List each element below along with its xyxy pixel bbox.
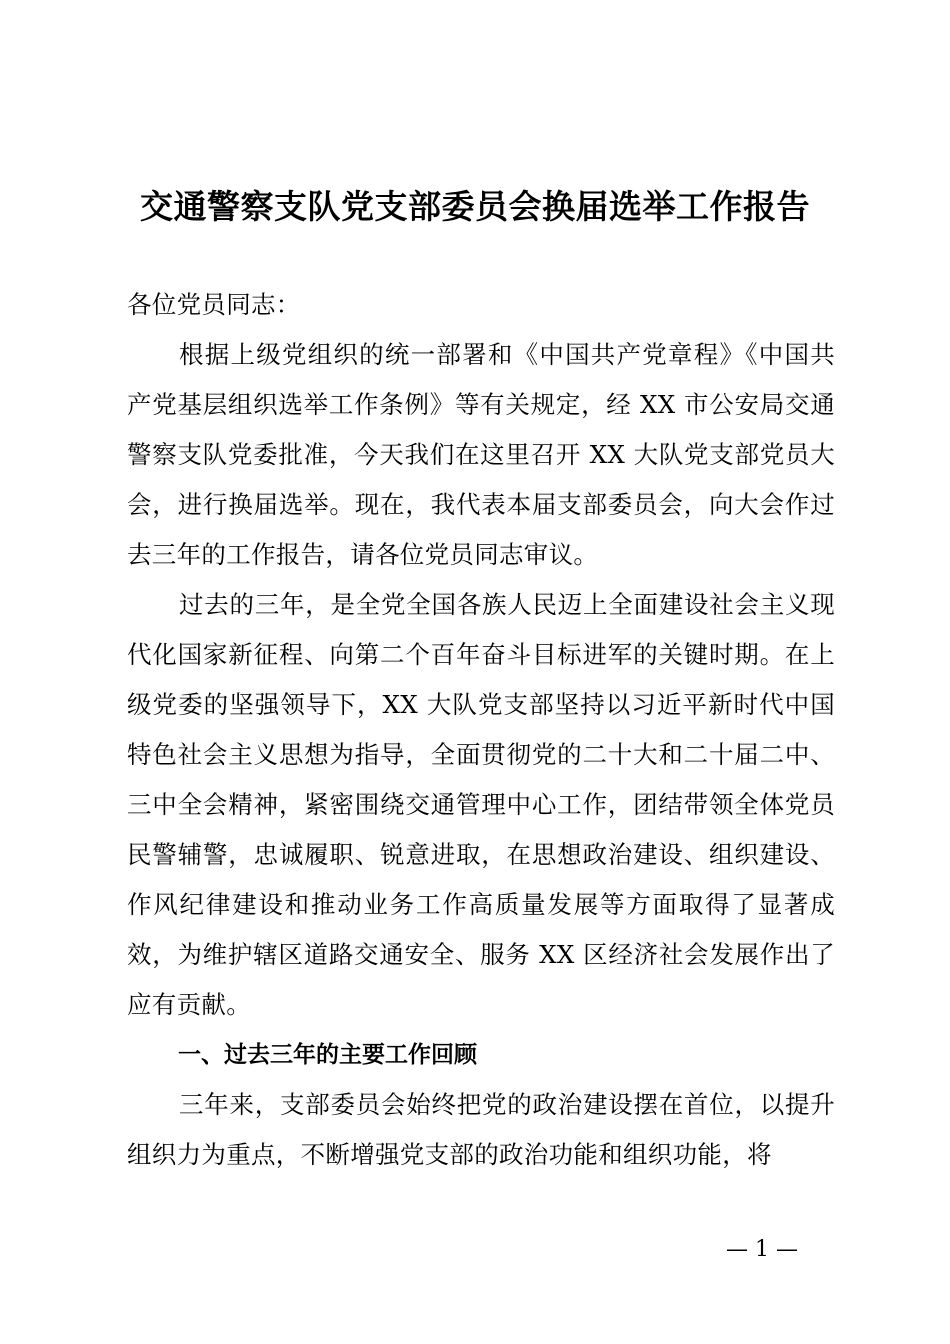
paragraph-intro: 根据上级党组织的统一部署和《中国共产党章程》《中国共产党基层组织选举工作条例》等有关规定，经 XX 市公安局交通警察支队党委批准，今天我们在这里召开 XX 大队党支部党员大会，进行换届选举。现在，我代表本届支部委员会，向大会作过去三年的工作报告，请各位党员同志审议。: [127, 340, 835, 569]
section-heading: 一、过去三年的主要工作回顾: [178, 1042, 477, 1068]
salutation: 各位党员同志：: [127, 290, 301, 319]
page-number: [0, 1232, 950, 1268]
document-title: 交通警察支队党支部委员会换届选举工作报告: [140, 187, 810, 226]
paragraph-work-review: 三年来，支部委员会始终把党的政治建设摆在首位，以提升组织力为重点，不断增强党支部的政治功能和组织功能，将: [127, 1090, 835, 1169]
paragraph-past-three-years: 过去的三年，是全党全国各族人民迈上全面建设社会主义现代化国家新征程、向第二个百年奋斗目标进军的关键时期。在上级党委的坚强领导下，XX 大队党支部坚持以习近平新时代中国特色社会主义思想为指导，全面贯彻党的二十大和二十届二中、三中全会精神，紧密围绕交通管理中心工作，团结带领全体党员民警辅警，忠诚履职、锐意进取，在思想政治建设、组织建设、作风纪律建设和推动业务工作高质量发展等方面取得了显著成效，为维护辖区道路交通安全、服务 XX 区经济社会发展作出了应有贡献。: [127, 590, 835, 1019]
page-number-text: — 1 —: [726, 1237, 798, 1262]
